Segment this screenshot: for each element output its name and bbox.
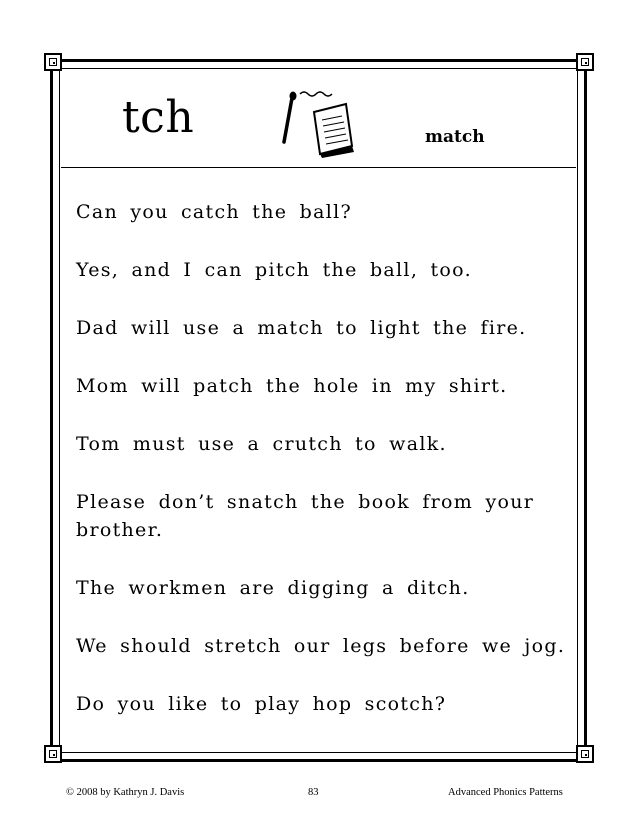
border-corner-ornament — [576, 53, 594, 71]
page-number: 83 — [308, 787, 319, 798]
border-corner-ornament — [576, 745, 594, 763]
sentence: Can you catch the ball? — [76, 201, 352, 223]
sentence: Do you like to play hop scotch? — [76, 693, 447, 715]
sentence: We should stretch our legs before we jog. — [76, 635, 566, 657]
border-corner-ornament — [44, 745, 62, 763]
example-word: match — [425, 127, 485, 147]
copyright-notice: © 2008 by Kathryn J. Davis — [66, 787, 185, 798]
border-corner-ornament — [44, 53, 62, 71]
book-title: Advanced Phonics Patterns — [448, 787, 563, 798]
match-and-matchbox-icon — [270, 80, 370, 160]
sentence: The workmen are digging a ditch. — [76, 577, 470, 599]
sentence-list — [76, 198, 574, 748]
header-divider — [61, 167, 576, 168]
sentence: Please don’t snatch the book from your brother. — [76, 491, 535, 541]
sentence: Tom must use a crutch to walk. — [76, 433, 447, 455]
sentence: Dad will use a match to light the fire. — [76, 317, 527, 339]
sentence: Mom will patch the hole in my shirt. — [76, 375, 508, 397]
phonics-pattern-title: tch — [122, 92, 195, 143]
sentence: Yes, and I can pitch the ball, too. — [76, 259, 472, 281]
